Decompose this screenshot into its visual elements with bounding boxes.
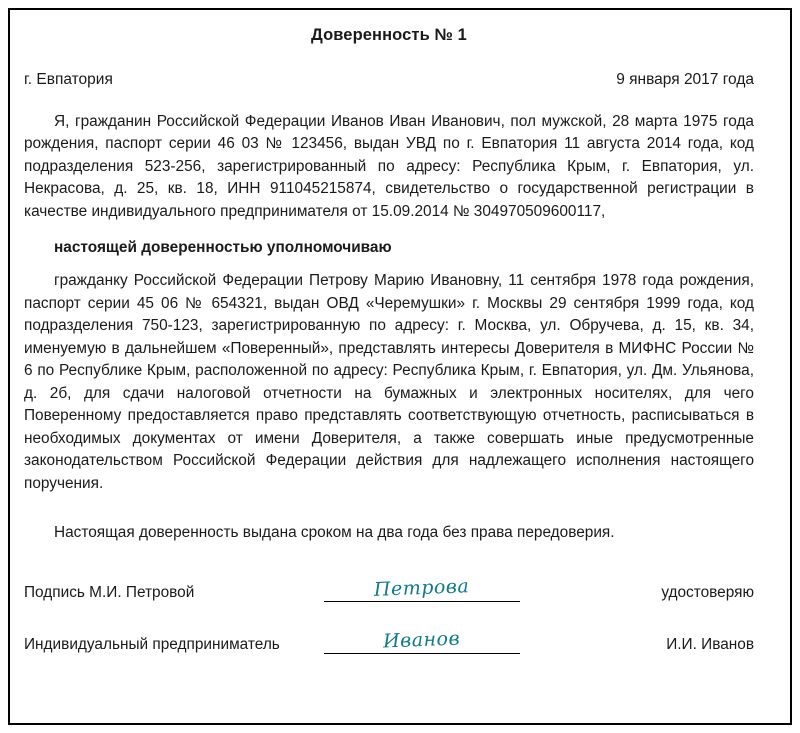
document-meta [24, 71, 754, 89]
signature-label: Индивидуальный предприниматель [24, 636, 280, 654]
signature-field[interactable] [316, 568, 528, 602]
spacer [24, 511, 754, 524]
spacer [24, 223, 754, 239]
document-title: Доверенность № 1 [311, 26, 467, 44]
signature-line [324, 653, 520, 654]
document-body [18, 26, 760, 672]
handwritten-signature: Петрова [373, 575, 470, 602]
signature-field[interactable] [316, 620, 528, 654]
signature-certify-label: удостоверяю [661, 584, 754, 602]
city-label: г. Евпатория [24, 71, 113, 88]
spacer [24, 257, 754, 270]
handwritten-signature: Иванов [382, 627, 461, 653]
paragraph-term: Настоящая доверенность выдана сроком на два года без права передоверия. [54, 524, 615, 542]
empower-statement: настоящей доверенностью уполномочиваю [54, 239, 392, 257]
paragraph-attorney: гражданку Российской Федерации Петрову Марию Ивановну, 11 сентября 1978 года рождения, паспорт серии 45 06 № 654321, выдан ОВД «Черемушки» г. Москвы 29 сентября 1999 года, код подразделения 750-123, зарегистрированную по адресу: г. Москва, ул. Обручева, д. 15, кв. 34, именуемую в дальнейшем «Поверенный», представлять интересы Доверителя в МИФНС России № 6 по Республике Крым, расположенной по адресу: Республика Крым, г. Евпатория, ул. Дм. Ульянова, д. 2б, для сдачи налоговой отчетности на бумажных и электронных носителях, для чего Поверенному предоставляется право представлять соответствующую отчетность, расписываться в необходимых документах от имени Доверителя, а также совершать иные предусмотренные законодательством Российской Федерации действия для надлежащего исполнения настоящего поручения. [24, 272, 754, 492]
spacer [24, 495, 754, 511]
signature-line [324, 601, 520, 602]
signature-label: Подпись М.И. Петровой [24, 584, 195, 602]
paragraph-principal: Я, гражданин Российской Федерации Иванов Иван Иванович, пол мужской, 28 марта 1975 года рождения, паспорт серии 46 03 № 123456, выдан УВД по г. Евпатория 11 августа 2014 года, код подразделения 523-256, зарегистрированный по адресу: Республика Крым, г. Евпатория, ул. Некрасова, д. 25, кв. 18, ИНН 911045215874, свидетельство о государственной регистрации в качестве индивидуального предпринимателя от 15.09.2014 № 304970509600117, [24, 113, 754, 220]
signatory-name: И.И. Иванов [666, 636, 754, 654]
signature-row [24, 568, 754, 602]
signature-block [24, 568, 754, 654]
signature-row [24, 620, 754, 654]
date-label: 9 января 2017 года [616, 71, 754, 88]
